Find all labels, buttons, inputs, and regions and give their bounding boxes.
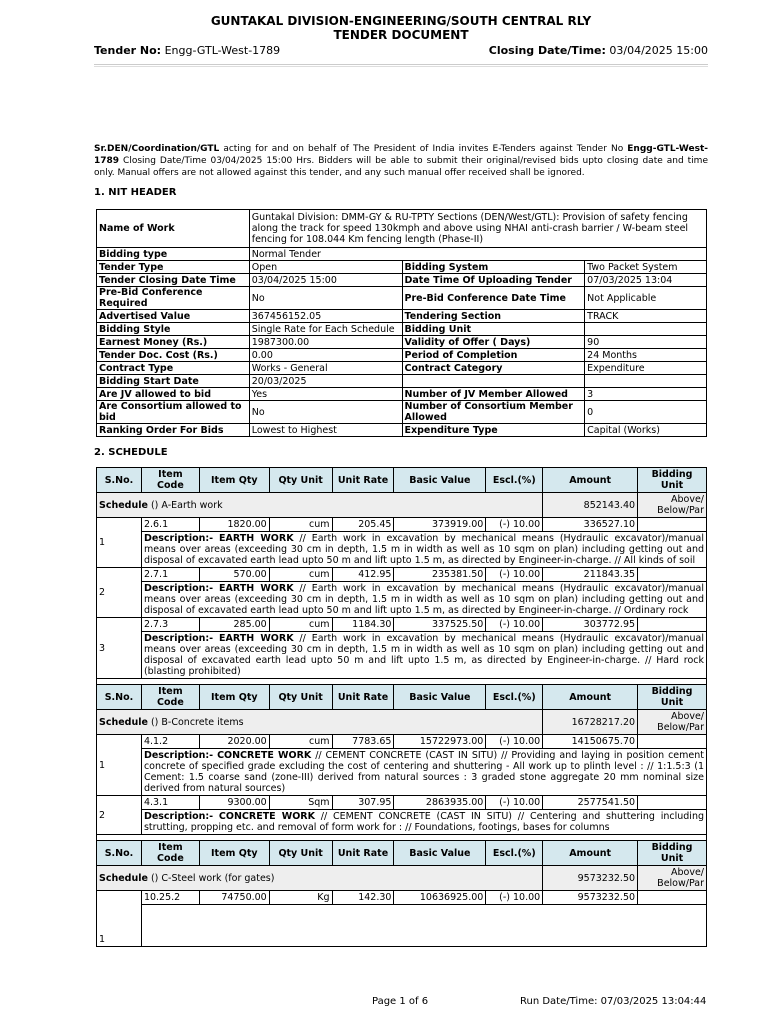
- nit-label: Bidding Start Date: [97, 375, 250, 388]
- item-bidding-unit: [638, 796, 707, 810]
- nit-row: [97, 248, 707, 261]
- nit-row: [97, 310, 707, 323]
- column-header: Basic Value: [394, 841, 486, 866]
- column-header: Amount: [543, 841, 638, 866]
- schedule-column-header-row: [97, 841, 707, 866]
- nit-label: Period of Completion: [402, 349, 585, 362]
- nit-row: [97, 261, 707, 274]
- nit-label: Tender Doc. Cost (Rs.): [97, 349, 250, 362]
- run-date: Run Date/Time: 07/03/2025 13:04:44: [520, 996, 707, 1007]
- schedule-name: [97, 866, 543, 891]
- nit-value: Lowest to Highest: [249, 424, 402, 437]
- nit-label: [402, 375, 585, 388]
- nit-label: Number of Consortium Member Allowed: [402, 401, 585, 424]
- item-row: [97, 568, 707, 582]
- item-bidding-unit: [638, 568, 707, 582]
- description-heading: EARTH WORK: [219, 633, 294, 644]
- item-basic-value: 15722973.00: [394, 735, 486, 749]
- nit-row: [97, 362, 707, 375]
- item-unit: Sqm: [269, 796, 332, 810]
- schedule-bidding-unit: Above/ Below/Par: [638, 493, 707, 518]
- item-qty: 285.00: [199, 618, 269, 632]
- item-description-row: [97, 632, 707, 679]
- item-description-row: [97, 749, 707, 796]
- item-row: [97, 618, 707, 632]
- item-code: 2.7.3: [141, 618, 199, 632]
- description-label: Description:-: [143, 633, 214, 644]
- header-divider: [94, 64, 708, 67]
- column-header: S.No.: [97, 468, 142, 493]
- nit-label: Pre-Bid Conference Date Time: [402, 287, 585, 310]
- schedule-title: () C-Steel work (for gates): [147, 872, 275, 884]
- item-sno: 2: [97, 796, 142, 835]
- nit-row: [97, 287, 707, 310]
- description-text: // Earth work in excavation by mechanical means (Hydraulic excavator)/manual means over areas (exceeding 30 cm in depth, 1.5 m in width as well as 10 sqm on plan) including getting out and disposal of excavated earth lead upto 50 m and lift upto 1.5 m, as directed by Engineer-in-charge. // Hard rock (blasting prohibited): [143, 633, 704, 677]
- nit-label: Bidding type: [97, 248, 250, 261]
- item-rate: 307.95: [332, 796, 394, 810]
- item-qty: 2020.00: [199, 735, 269, 749]
- item-rate: 205.45: [332, 518, 394, 532]
- nit-value: 3: [585, 388, 707, 401]
- item-amount: 14150675.70: [543, 735, 638, 749]
- nit-value: Works - General: [249, 362, 402, 375]
- nit-value: [585, 323, 707, 336]
- title-line-2: TENDER DOCUMENT: [333, 28, 469, 42]
- column-header: Item Code: [141, 685, 199, 710]
- nit-label: Earnest Money (Rs.): [97, 336, 250, 349]
- tender-header-row: [94, 44, 708, 57]
- nit-label: Tender Closing Date Time: [97, 274, 250, 287]
- document-title: [94, 14, 708, 42]
- item-sno: 1: [97, 891, 142, 947]
- nit-value: 0: [585, 401, 707, 424]
- item-rate: 142.30: [332, 891, 394, 905]
- nit-value: 20/03/2025: [249, 375, 402, 388]
- nit-value: Expenditure: [585, 362, 707, 375]
- item-description: [141, 905, 706, 947]
- nit-row: [97, 401, 707, 424]
- item-description: [141, 749, 706, 796]
- nit-row: [97, 375, 707, 388]
- item-unit: Kg: [269, 891, 332, 905]
- schedule-bidding-unit: Above/ Below/Par: [638, 866, 707, 891]
- schedule-bidding-unit: Above/ Below/Par: [638, 710, 707, 735]
- nit-row: [97, 274, 707, 287]
- item-sno: 1: [97, 518, 142, 568]
- nit-value: No: [249, 287, 402, 310]
- column-header: Qty Unit: [269, 841, 332, 866]
- nit-table: [96, 209, 707, 437]
- nit-label: Expenditure Type: [402, 424, 585, 437]
- nit-row: [97, 388, 707, 401]
- column-header: Basic Value: [394, 468, 486, 493]
- nit-value: 90: [585, 336, 707, 349]
- schedule-title: () B-Concrete items: [147, 716, 244, 728]
- intro-paragraph: Sr.DEN/Coordination/GTL acting for and on behalf of The President of India invites E-Tenders against Tender No Engg-GTL-West-1789 Closing Date/Time 03/04/2025 15:00 Hrs. Bidders will be able to submit their original/revised bids upto closing date and time only. Manual offers are not allowed against this tender, and any such manual offer received shall be ignored.: [94, 144, 708, 178]
- item-description: [141, 632, 706, 679]
- item-amount: 336527.10: [543, 518, 638, 532]
- item-amount: 2577541.50: [543, 796, 638, 810]
- item-row: [97, 518, 707, 532]
- item-escl: (-) 10.00: [486, 796, 543, 810]
- nit-label: Ranking Order For Bids: [97, 424, 250, 437]
- schedule-group-row: [97, 710, 707, 735]
- item-code: 4.1.2: [141, 735, 199, 749]
- item-escl: (-) 10.00: [486, 518, 543, 532]
- title-line-1: GUNTAKAL DIVISION-ENGINEERING/SOUTH CENTRAL RLY: [210, 14, 592, 28]
- item-qty: 9300.00: [199, 796, 269, 810]
- schedule-heading: 2. SCHEDULE: [94, 447, 168, 458]
- description-text: // Earth work in excavation by mechanical means (Hydraulic excavator)/manual means over areas (exceeding 30 cm in depth, 1.5 m in width as well as 10 sqm on plan) including getting out and disposal of excavated earth lead upto 50 m and lift upto 1.5 m, as directed by Engineer-in-charge. // All kinds of soil: [143, 533, 704, 566]
- page-number: Page 1 of 6: [372, 996, 429, 1007]
- closing-date: Closing Date/Time: 03/04/2025 15:00: [488, 44, 708, 57]
- item-bidding-unit: [638, 735, 707, 749]
- nit-value: 0.00: [249, 349, 402, 362]
- item-escl: (-) 10.00: [486, 735, 543, 749]
- nit-row: [97, 349, 707, 362]
- item-description: [141, 810, 706, 835]
- item-row: [97, 735, 707, 749]
- item-row: [97, 891, 707, 905]
- nit-row: [97, 323, 707, 336]
- nit-label: Date Time Of Uploading Tender: [402, 274, 585, 287]
- schedule-group-row: [97, 866, 707, 891]
- item-qty: 74750.00: [199, 891, 269, 905]
- item-code: 10.25.2: [141, 891, 199, 905]
- description-heading: EARTH WORK: [219, 583, 294, 594]
- column-header: Escl.(%): [486, 468, 543, 493]
- schedule-label: Schedule: [99, 716, 148, 728]
- column-header: Qty Unit: [269, 685, 332, 710]
- item-escl: (-) 10.00: [486, 568, 543, 582]
- column-header: Bidding Unit: [638, 468, 707, 493]
- column-header: Bidding Unit: [638, 685, 707, 710]
- item-basic-value: 373919.00: [394, 518, 486, 532]
- description-label: Description:-: [143, 533, 214, 544]
- item-amount: 9573232.50: [543, 891, 638, 905]
- item-unit: cum: [269, 568, 332, 582]
- nit-value: Open: [249, 261, 402, 274]
- nit-value: Normal Tender: [249, 248, 706, 261]
- item-description-row: [97, 810, 707, 835]
- item-unit: cum: [269, 518, 332, 532]
- item-basic-value: 2863935.00: [394, 796, 486, 810]
- nit-heading: 1. NIT HEADER: [94, 187, 177, 198]
- description-heading: CONCRETE WORK: [217, 750, 312, 761]
- column-header: Unit Rate: [332, 685, 394, 710]
- nit-value: 07/03/2025 13:04: [585, 274, 707, 287]
- nit-value: [585, 375, 707, 388]
- nit-label: Validity of Offer ( Days): [402, 336, 585, 349]
- column-header: Item Qty: [199, 841, 269, 866]
- nit-label: Name of Work: [97, 210, 250, 248]
- nit-value: Guntakal Division: DMM-GY & RU-TPTY Sections (DEN/West/GTL): Provision of safety fencing along the track for speed 130kmph and above using NHAI anti-crash barrier / W-beam steel fencing for 108.044 Km fencing length (Phase-II): [249, 210, 706, 248]
- description-heading: EARTH WORK: [219, 533, 294, 544]
- column-header: Item Code: [141, 841, 199, 866]
- schedule-table: [96, 467, 707, 947]
- schedule-amount: 852143.40: [543, 493, 638, 518]
- description-label: Description:-: [143, 750, 214, 761]
- column-header: Amount: [543, 468, 638, 493]
- nit-label: Pre-Bid Conference Required: [97, 287, 250, 310]
- schedule-amount: 9573232.50: [543, 866, 638, 891]
- nit-value: Two Packet System: [585, 261, 707, 274]
- nit-label: Contract Category: [402, 362, 585, 375]
- column-header: Basic Value: [394, 685, 486, 710]
- nit-label: Number of JV Member Allowed: [402, 388, 585, 401]
- item-description: [141, 532, 706, 568]
- column-header: Item Qty: [199, 468, 269, 493]
- nit-value: 03/04/2025 15:00: [249, 274, 402, 287]
- item-basic-value: 337525.50: [394, 618, 486, 632]
- nit-label: Tender Type: [97, 261, 250, 274]
- item-escl: (-) 10.00: [486, 891, 543, 905]
- nit-value: Single Rate for Each Schedule: [249, 323, 402, 336]
- nit-value: TRACK: [585, 310, 707, 323]
- nit-label: Tendering Section: [402, 310, 585, 323]
- item-description-row: [97, 582, 707, 618]
- item-unit: cum: [269, 735, 332, 749]
- description-text: // CEMENT CONCRETE (CAST IN SITU) // Centering and shuttering including strutting, propping etc. and removal of form work for : // Foundations, footings, bases for columns: [143, 811, 704, 833]
- nit-row: [97, 424, 707, 437]
- schedule-column-header-row: [97, 468, 707, 493]
- item-qty: 1820.00: [199, 518, 269, 532]
- item-code: 2.7.1: [141, 568, 199, 582]
- schedule-name: [97, 493, 543, 518]
- item-bidding-unit: [638, 891, 707, 905]
- nit-value: 1987300.00: [249, 336, 402, 349]
- nit-row: [97, 336, 707, 349]
- column-header: Item Code: [141, 468, 199, 493]
- schedule-label: Schedule: [99, 872, 148, 884]
- item-description-row: [97, 905, 707, 947]
- schedule-title: () A-Earth work: [147, 499, 223, 511]
- description-text: // CEMENT CONCRETE (CAST IN SITU) // Providing and laying in position cement concrete of specified grade excluding the cost of centering and shuttering - All work up to plinth level : // 1:1.5:3 (1 Cement: 1.5 coarse sand (zone-III) derived from natural sources : 3 graded stone aggregate 20 mm nominal size derived from natural sources): [143, 750, 704, 794]
- item-escl: (-) 10.00: [486, 618, 543, 632]
- nit-row: [97, 210, 707, 248]
- column-header: Amount: [543, 685, 638, 710]
- schedule-group-row: [97, 493, 707, 518]
- tender-no: Tender No: Engg-GTL-West-1789: [94, 44, 281, 57]
- schedule-amount: 16728217.20: [543, 710, 638, 735]
- nit-value: Yes: [249, 388, 402, 401]
- column-header: Qty Unit: [269, 468, 332, 493]
- item-qty: 570.00: [199, 568, 269, 582]
- schedule-label: Schedule: [99, 499, 148, 511]
- item-rate: 1184.30: [332, 618, 394, 632]
- nit-label: Bidding Style: [97, 323, 250, 336]
- item-code: 2.6.1: [141, 518, 199, 532]
- nit-value: 367456152.05: [249, 310, 402, 323]
- column-header: S.No.: [97, 685, 142, 710]
- nit-value: Not Applicable: [585, 287, 707, 310]
- item-rate: 7783.65: [332, 735, 394, 749]
- nit-value: 24 Months: [585, 349, 707, 362]
- item-basic-value: 235381.50: [394, 568, 486, 582]
- column-header: Bidding Unit: [638, 841, 707, 866]
- schedule-column-header-row: [97, 685, 707, 710]
- nit-label: Are JV allowed to bid: [97, 388, 250, 401]
- item-sno: 1: [97, 735, 142, 796]
- nit-label: Bidding System: [402, 261, 585, 274]
- item-bidding-unit: [638, 618, 707, 632]
- column-header: Escl.(%): [486, 841, 543, 866]
- description-heading: CONCRETE WORK: [218, 811, 315, 822]
- item-bidding-unit: [638, 518, 707, 532]
- item-amount: 303772.95: [543, 618, 638, 632]
- column-header: S.No.: [97, 841, 142, 866]
- item-description: [141, 582, 706, 618]
- item-sno: 2: [97, 568, 142, 618]
- nit-label: Bidding Unit: [402, 323, 585, 336]
- description-label: Description:-: [143, 811, 214, 822]
- item-sno: 3: [97, 618, 142, 679]
- item-rate: 412.95: [332, 568, 394, 582]
- schedule-name: [97, 710, 543, 735]
- column-header: Unit Rate: [332, 468, 394, 493]
- column-header: Escl.(%): [486, 685, 543, 710]
- item-description-row: [97, 532, 707, 568]
- nit-value: No: [249, 401, 402, 424]
- item-row: [97, 796, 707, 810]
- nit-label: Contract Type: [97, 362, 250, 375]
- nit-value: Capital (Works): [585, 424, 707, 437]
- column-header: Unit Rate: [332, 841, 394, 866]
- item-amount: 211843.35: [543, 568, 638, 582]
- description-text: // Earth work in excavation by mechanical means (Hydraulic excavator)/manual means over areas (exceeding 30 cm in depth, 1.5 m in width as well as 10 sqm on plan) including getting out and disposal of excavated earth lead upto 50 m and lift upto 1.5 m, as directed by Engineer-in-charge. // Ordinary rock: [143, 583, 704, 616]
- column-header: Item Qty: [199, 685, 269, 710]
- description-label: Description:-: [143, 583, 214, 594]
- nit-label: Advertised Value: [97, 310, 250, 323]
- item-code: 4.3.1: [141, 796, 199, 810]
- nit-label: Are Consortium allowed to bid: [97, 401, 250, 424]
- item-unit: cum: [269, 618, 332, 632]
- item-basic-value: 10636925.00: [394, 891, 486, 905]
